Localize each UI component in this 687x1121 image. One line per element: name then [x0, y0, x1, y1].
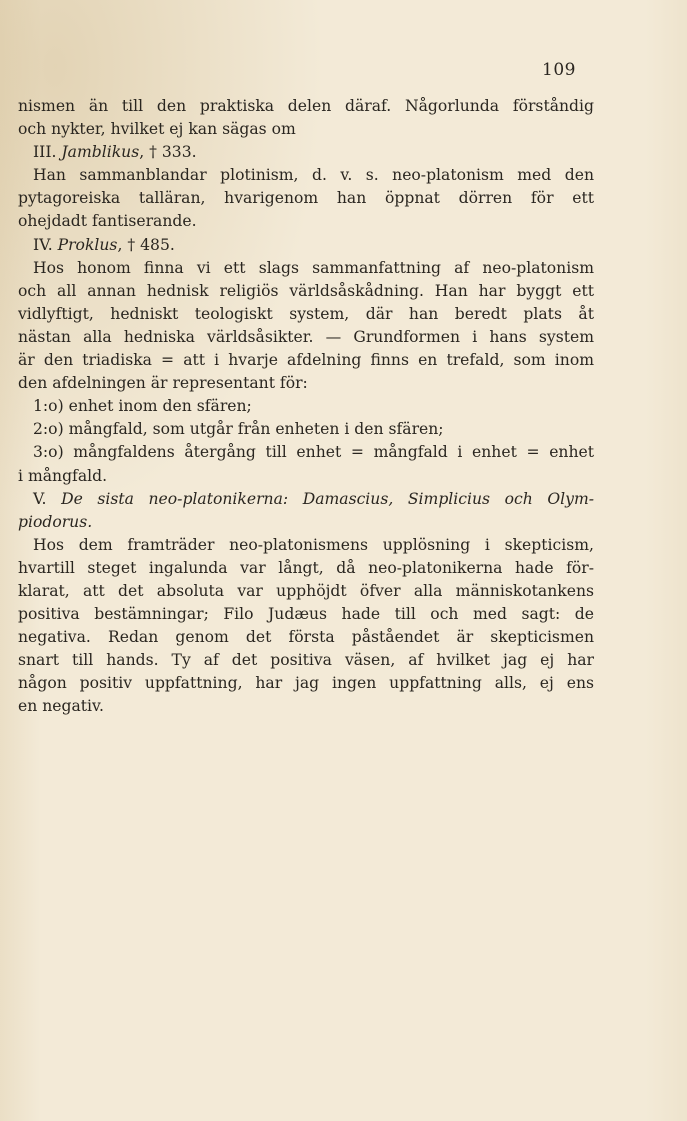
text-line: Han sammanblandar plotinism, d. v. s. neo-platonism med den — [33, 166, 594, 185]
text-line: Hos honom finna vi ett slags sammanfattning af neo-platonism — [33, 258, 594, 277]
section-heading: V. De sista neo-platonikerna: Damascius, Simplicius och Olym- — [33, 489, 594, 508]
text-line: och nykter, hvilket ej kan sägas om — [18, 120, 296, 139]
text-line: Hos dem framträder neo-platonismens upplösning i skepticism, — [33, 535, 594, 554]
page-number: 109 — [542, 60, 576, 80]
text-line: pytagoreiska talläran, hvarigenom han öppnat dörren för ett — [18, 189, 594, 208]
list-item: 2:o) mångfald, som utgår från enheten i den sfären; — [33, 420, 444, 439]
text-line: nästan alla hedniska världsåsikter. — Grundformen i hans system — [18, 327, 594, 346]
text-line: klarat, att det absoluta var upphöjdt öfver alla människotankens — [18, 581, 594, 600]
text-line: är den triadiska = att i hvarje afdelning finns en trefald, som inom — [18, 351, 594, 370]
section-heading: IV. Proklus, † 485. — [33, 235, 175, 254]
section-heading: III. Jamblikus, † 333. — [33, 143, 197, 162]
list-item: 3:o) mångfaldens återgång till enhet = mångfald i enhet = enhet — [33, 443, 594, 462]
text-line: snart till hands. Ty af det positiva väsen, af hvilket jag ej har — [18, 651, 594, 670]
body-text — [18, 95, 594, 719]
text-line: och all annan hednisk religiös världsåskådning. Han har byggt ett — [18, 281, 594, 300]
text-line: ohejdadt fantiserande. — [18, 212, 197, 231]
text-line: den afdelningen är representant för: — [18, 374, 308, 393]
text-line: nismen än till den praktiska delen däraf. Någorlunda förståndig — [18, 97, 594, 115]
text-line: hvartill steget ingalunda var långt, då neo-platonikerna hade för- — [18, 558, 594, 577]
text-line: negativa. Redan genom det första påståendet är skepticismen — [18, 628, 594, 647]
text-line: vidlyftigt, hedniskt teologiskt system, där han beredt plats åt — [18, 304, 594, 323]
text-line: i mångfald. — [18, 466, 108, 485]
list-item: 1:o) enhet inom den sfären; — [33, 397, 252, 416]
text-line: positiva bestämningar; Filo Judæus hade till och med sagt: de — [18, 605, 594, 624]
text-line: en negativ. — [18, 697, 104, 716]
text-line: någon positiv uppfattning, har jag ingen uppfattning alls, ej ens — [18, 674, 594, 693]
section-heading: piodorus. — [18, 512, 93, 531]
